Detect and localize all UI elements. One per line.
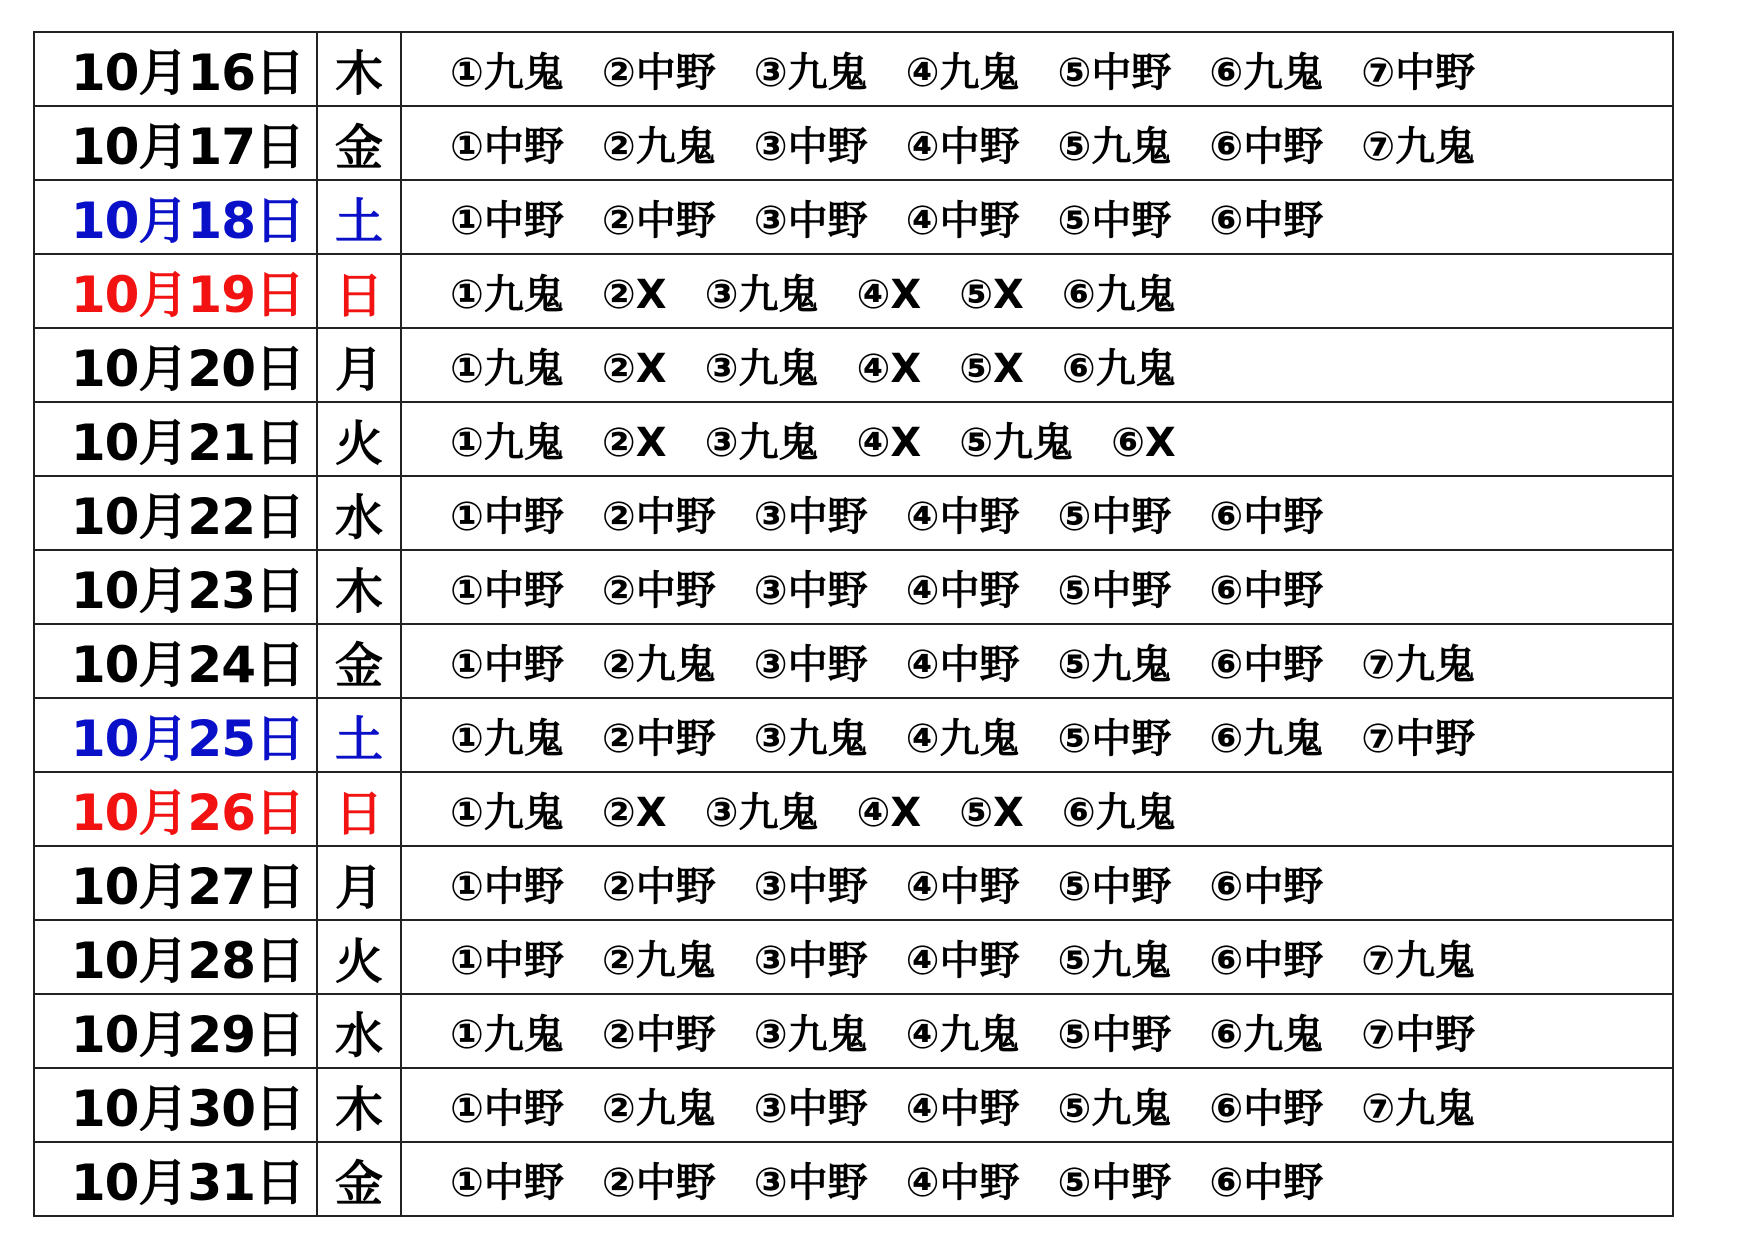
slot-assignment: ②X (601, 271, 667, 318)
slots-cell (401, 550, 1673, 624)
slots-cell (401, 476, 1673, 550)
slot-assignment: ①中野 (450, 641, 564, 688)
date-cell: 10月29日 (34, 994, 317, 1068)
slot-assignment: ②中野 (601, 567, 716, 614)
date-cell: 10月30日 (34, 1068, 317, 1142)
slot-assignment: ③九鬼 (704, 789, 819, 836)
slot-assignment: ⑥九鬼 (1209, 1011, 1324, 1058)
date-cell: 10月26日 (34, 772, 317, 846)
slot-assignment: ④中野 (905, 567, 1020, 614)
slot-assignment: ①九鬼 (450, 271, 564, 318)
slots-cell (401, 32, 1673, 106)
slot-assignment: ②X (601, 419, 667, 466)
weekday-cell: 土 (317, 180, 401, 254)
slot-assignment: ⑤中野 (1057, 49, 1172, 96)
slot-assignment: ③九鬼 (753, 49, 868, 96)
weekday-cell: 日 (317, 254, 401, 328)
slots-cell (401, 994, 1673, 1068)
date-cell: 10月25日 (34, 698, 317, 772)
weekday-cell: 水 (317, 476, 401, 550)
slots-cell (401, 624, 1673, 698)
slot-assignment: ⑥X (1111, 419, 1176, 466)
slot-assignment: ③九鬼 (704, 271, 819, 318)
slot-assignment: ⑦九鬼 (1361, 641, 1476, 688)
slot-assignment: ④九鬼 (905, 715, 1020, 762)
slots-cell (401, 1142, 1673, 1216)
slot-assignment: ③中野 (753, 1159, 868, 1206)
slot-assignment: ⑥中野 (1209, 493, 1324, 540)
slots-cell (401, 180, 1673, 254)
slot-assignment: ⑦九鬼 (1361, 1085, 1476, 1132)
slots-cell (401, 846, 1673, 920)
schedule-row (34, 180, 1673, 254)
slot-assignment: ①中野 (450, 197, 564, 244)
slots-cell (401, 1068, 1673, 1142)
date-cell: 10月22日 (34, 476, 317, 550)
slot-assignment: ④中野 (905, 863, 1020, 910)
date-cell: 10月28日 (34, 920, 317, 994)
slot-assignment: ⑥中野 (1209, 641, 1324, 688)
date-cell: 10月31日 (34, 1142, 317, 1216)
slot-assignment: ⑦中野 (1361, 49, 1476, 96)
slot-assignment: ⑦中野 (1361, 1011, 1476, 1058)
slot-assignment: ④中野 (905, 937, 1020, 984)
slot-assignment: ①九鬼 (450, 49, 564, 96)
slot-assignment: ①九鬼 (450, 345, 564, 392)
slot-assignment: ②九鬼 (601, 123, 716, 170)
slot-assignment: ①中野 (450, 123, 564, 170)
slot-assignment: ⑥中野 (1209, 567, 1324, 614)
schedule-table (33, 31, 1674, 1217)
schedule-row (34, 550, 1673, 624)
slot-assignment: ⑥中野 (1209, 197, 1324, 244)
slot-assignment: ⑤九鬼 (1057, 123, 1172, 170)
slot-assignment: ⑥九鬼 (1061, 789, 1176, 836)
slot-assignment: ②九鬼 (601, 1085, 716, 1132)
slot-assignment: ④中野 (905, 1159, 1020, 1206)
weekday-cell: 日 (317, 772, 401, 846)
schedule-row (34, 772, 1673, 846)
weekday-cell: 月 (317, 846, 401, 920)
slot-assignment: ③中野 (753, 1085, 868, 1132)
date-cell: 10月20日 (34, 328, 317, 402)
weekday-cell: 火 (317, 920, 401, 994)
slots-cell (401, 328, 1673, 402)
slot-assignment: ⑥九鬼 (1061, 271, 1176, 318)
slot-assignment: ②中野 (601, 1159, 716, 1206)
slot-assignment: ①中野 (450, 863, 564, 910)
slot-assignment: ③中野 (753, 937, 868, 984)
slot-assignment: ②X (601, 345, 667, 392)
slot-assignment: ⑤九鬼 (1057, 937, 1172, 984)
date-cell: 10月27日 (34, 846, 317, 920)
date-cell: 10月17日 (34, 106, 317, 180)
date-cell: 10月16日 (34, 32, 317, 106)
weekday-cell: 木 (317, 1068, 401, 1142)
slot-assignment: ⑤中野 (1057, 197, 1172, 244)
slot-assignment: ⑥九鬼 (1209, 49, 1324, 96)
slot-assignment: ⑤中野 (1057, 715, 1172, 762)
schedule-row (34, 994, 1673, 1068)
date-cell: 10月24日 (34, 624, 317, 698)
slot-assignment: ⑤中野 (1057, 1159, 1172, 1206)
schedule-row (34, 106, 1673, 180)
slot-assignment: ①中野 (450, 1085, 564, 1132)
slot-assignment: ⑥中野 (1209, 863, 1324, 910)
slot-assignment: ①中野 (450, 493, 564, 540)
slot-assignment: ②中野 (601, 49, 716, 96)
slot-assignment: ⑤九鬼 (1057, 641, 1172, 688)
slot-assignment: ④X (856, 419, 922, 466)
weekday-cell: 金 (317, 1142, 401, 1216)
slot-assignment: ⑥九鬼 (1209, 715, 1324, 762)
weekday-cell: 土 (317, 698, 401, 772)
slot-assignment: ③九鬼 (704, 345, 819, 392)
weekday-cell: 木 (317, 32, 401, 106)
schedule-row (34, 920, 1673, 994)
slot-assignment: ③九鬼 (704, 419, 819, 466)
slot-assignment: ④中野 (905, 641, 1020, 688)
schedule-row (34, 1068, 1673, 1142)
date-cell: 10月18日 (34, 180, 317, 254)
slots-cell (401, 920, 1673, 994)
schedule-row (34, 698, 1673, 772)
slots-cell (401, 106, 1673, 180)
slot-assignment: ③中野 (753, 123, 868, 170)
schedule-row (34, 846, 1673, 920)
slot-assignment: ⑥中野 (1209, 1085, 1324, 1132)
slot-assignment: ⑤X (959, 345, 1024, 392)
slot-assignment: ④中野 (905, 197, 1020, 244)
slot-assignment: ⑤九鬼 (1057, 1085, 1172, 1132)
slot-assignment: ③中野 (753, 567, 868, 614)
weekday-cell: 木 (317, 550, 401, 624)
slot-assignment: ②中野 (601, 863, 716, 910)
schedule-body (34, 32, 1673, 1216)
slot-assignment: ⑥中野 (1209, 123, 1324, 170)
slot-assignment: ④X (856, 271, 922, 318)
slot-assignment: ②中野 (601, 493, 716, 540)
slot-assignment: ①中野 (450, 937, 564, 984)
slot-assignment: ④X (856, 345, 922, 392)
slot-assignment: ②中野 (601, 1011, 716, 1058)
date-cell: 10月19日 (34, 254, 317, 328)
slot-assignment: ③中野 (753, 863, 868, 910)
date-cell: 10月23日 (34, 550, 317, 624)
slot-assignment: ④X (856, 789, 922, 836)
slot-assignment: ④中野 (905, 493, 1020, 540)
slot-assignment: ⑤中野 (1057, 1011, 1172, 1058)
slot-assignment: ⑥中野 (1209, 1159, 1324, 1206)
slot-assignment: ⑦九鬼 (1361, 123, 1476, 170)
slot-assignment: ⑦九鬼 (1361, 937, 1476, 984)
slot-assignment: ③中野 (753, 641, 868, 688)
schedule-row (34, 328, 1673, 402)
slot-assignment: ①九鬼 (450, 419, 564, 466)
slot-assignment: ③中野 (753, 197, 868, 244)
weekday-cell: 金 (317, 106, 401, 180)
schedule-row (34, 624, 1673, 698)
slot-assignment: ②九鬼 (601, 937, 716, 984)
schedule-row (34, 402, 1673, 476)
slot-assignment: ④九鬼 (905, 49, 1020, 96)
slot-assignment: ①中野 (450, 567, 564, 614)
slot-assignment: ⑤中野 (1057, 567, 1172, 614)
slots-cell (401, 698, 1673, 772)
slot-assignment: ⑤中野 (1057, 493, 1172, 540)
schedule-row (34, 1142, 1673, 1216)
slots-cell (401, 254, 1673, 328)
slot-assignment: ①九鬼 (450, 1011, 564, 1058)
slot-assignment: ②中野 (601, 197, 716, 244)
slot-assignment: ①九鬼 (450, 789, 564, 836)
slot-assignment: ②中野 (601, 715, 716, 762)
slot-assignment: ②九鬼 (601, 641, 716, 688)
slot-assignment: ③中野 (753, 493, 868, 540)
schedule-row (34, 254, 1673, 328)
slot-assignment: ④中野 (905, 1085, 1020, 1132)
schedule-row (34, 476, 1673, 550)
weekday-cell: 火 (317, 402, 401, 476)
weekday-cell: 水 (317, 994, 401, 1068)
slot-assignment: ④九鬼 (905, 1011, 1020, 1058)
slot-assignment: ⑤X (959, 789, 1024, 836)
slot-assignment: ②X (601, 789, 667, 836)
slot-assignment: ③九鬼 (753, 715, 868, 762)
weekday-cell: 金 (317, 624, 401, 698)
slot-assignment: ①中野 (450, 1159, 564, 1206)
slots-cell (401, 402, 1673, 476)
schedule-row (34, 32, 1673, 106)
slots-cell (401, 772, 1673, 846)
slot-assignment: ⑥中野 (1209, 937, 1324, 984)
slot-assignment: ③九鬼 (753, 1011, 868, 1058)
slot-assignment: ⑤中野 (1057, 863, 1172, 910)
slot-assignment: ⑥九鬼 (1061, 345, 1176, 392)
slot-assignment: ④中野 (905, 123, 1020, 170)
slot-assignment: ⑦中野 (1361, 715, 1476, 762)
slot-assignment: ①九鬼 (450, 715, 564, 762)
weekday-cell: 月 (317, 328, 401, 402)
date-cell: 10月21日 (34, 402, 317, 476)
slot-assignment: ⑤X (959, 271, 1024, 318)
slot-assignment: ⑤九鬼 (959, 419, 1074, 466)
